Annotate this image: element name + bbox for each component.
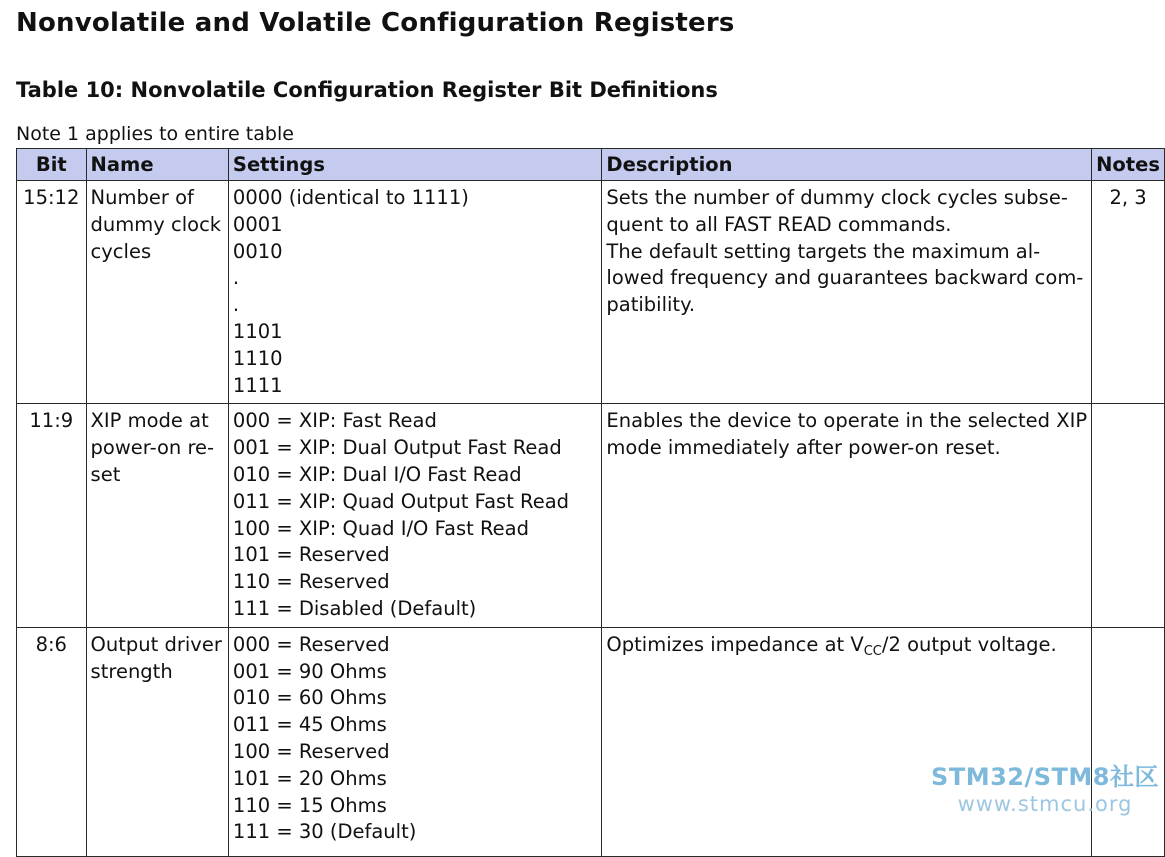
setting-line: 110 = 15 Ohms: [232, 793, 387, 817]
setting-line: 010 = 60 Ohms: [232, 686, 387, 710]
setting-line: .: [232, 293, 240, 317]
description-line: mode immediately after power-on reset.: [606, 436, 1001, 460]
description-line: Enables the device to operate in the selected XIP: [606, 409, 1088, 433]
name-line: dummy clock: [90, 212, 222, 236]
notes-cell: 2, 3: [1092, 181, 1165, 404]
description-cell: [602, 627, 1092, 856]
settings-cell: [228, 181, 602, 404]
column-header-description: Description: [602, 149, 1092, 181]
setting-line: 100 = XIP: Quad I/O Fast Read: [232, 516, 529, 540]
description-cell: [602, 181, 1092, 404]
name-cell: [86, 627, 228, 856]
name-line: XIP mode at: [90, 409, 209, 433]
section-heading: Nonvolatile and Volatile Configuration Registers: [16, 8, 735, 38]
description-cell: [602, 404, 1092, 627]
name-line: power-on re-: [90, 436, 215, 460]
name-line: Number of: [90, 186, 194, 209]
bit-cell: 15:12: [17, 181, 87, 404]
name-cell: [86, 404, 228, 627]
table-row: [17, 404, 1165, 627]
setting-line: 011 = XIP: Quad Output Fast Read: [232, 489, 570, 513]
notes-cell: [1092, 404, 1165, 627]
name-cell: [86, 181, 228, 404]
register-table: [16, 148, 1165, 857]
vcc-subscript: CC: [863, 643, 882, 659]
settings-cell: [228, 404, 602, 627]
setting-line: 0000 (identical to 1111): [232, 186, 469, 209]
name-line: set: [90, 462, 121, 486]
table-row: [17, 627, 1165, 856]
column-header-settings: Settings: [228, 149, 602, 181]
settings-cell: [228, 627, 602, 856]
description-line: quent to all FAST READ commands.: [606, 212, 952, 236]
bit-cell: 8:6: [17, 627, 87, 856]
table-title: Table 10: Nonvolatile Configuration Register Bit Definitions: [16, 78, 718, 102]
setting-line: .: [232, 266, 240, 290]
column-header-notes: Notes: [1092, 149, 1165, 181]
setting-line: 001 = XIP: Dual Output Fast Read: [232, 436, 562, 460]
setting-line: 111 = 30 (Default): [232, 820, 417, 844]
setting-line: 010 = XIP: Dual I/O Fast Read: [232, 462, 522, 486]
setting-line: 110 = Reserved: [232, 570, 390, 594]
setting-line: 101 = 20 Ohms: [232, 766, 387, 790]
setting-line: 111 = Disabled (Default): [232, 596, 477, 620]
table-header-row: [17, 149, 1165, 181]
bit-cell: 11:9: [17, 404, 87, 627]
description-line: The default setting targets the maximum al-: [606, 239, 1041, 263]
name-line: strength: [90, 659, 173, 683]
setting-line: 000 = Reserved: [232, 632, 390, 656]
setting-line: 001 = 90 Ohms: [232, 659, 387, 683]
description-line: lowed frequency and guarantees backward com-: [606, 266, 1084, 290]
description-post: /2 output voltage.: [881, 632, 1057, 656]
table-row: [17, 181, 1165, 404]
name-line: Output driver: [90, 632, 222, 656]
column-header-bit: Bit: [17, 149, 87, 181]
setting-line: 1101: [232, 319, 283, 343]
watermark-url: www.stmcu.org: [957, 792, 1133, 816]
description-pre: Optimizes impedance at V: [606, 632, 864, 656]
watermark: [931, 762, 1159, 816]
description-line: [606, 632, 1087, 666]
setting-line: 100 = Reserved: [232, 739, 390, 763]
setting-line: 1111: [232, 373, 283, 397]
setting-line: 1110: [232, 346, 283, 370]
setting-line: 101 = Reserved: [232, 543, 390, 567]
setting-line: 011 = 45 Ohms: [232, 713, 387, 737]
column-header-name: Name: [86, 149, 228, 181]
description-line: patibility.: [606, 293, 696, 317]
description-line: Sets the number of dummy clock cycles subse-: [606, 186, 1068, 209]
setting-line: 000 = XIP: Fast Read: [232, 409, 437, 433]
table-note: Note 1 applies to entire table: [16, 123, 294, 145]
name-line: cycles: [90, 239, 152, 263]
notes-cell: [1092, 627, 1165, 856]
setting-line: 0010: [232, 239, 283, 263]
watermark-brand: STM32/STM8社区: [931, 763, 1159, 791]
setting-line: 0001: [232, 212, 283, 236]
